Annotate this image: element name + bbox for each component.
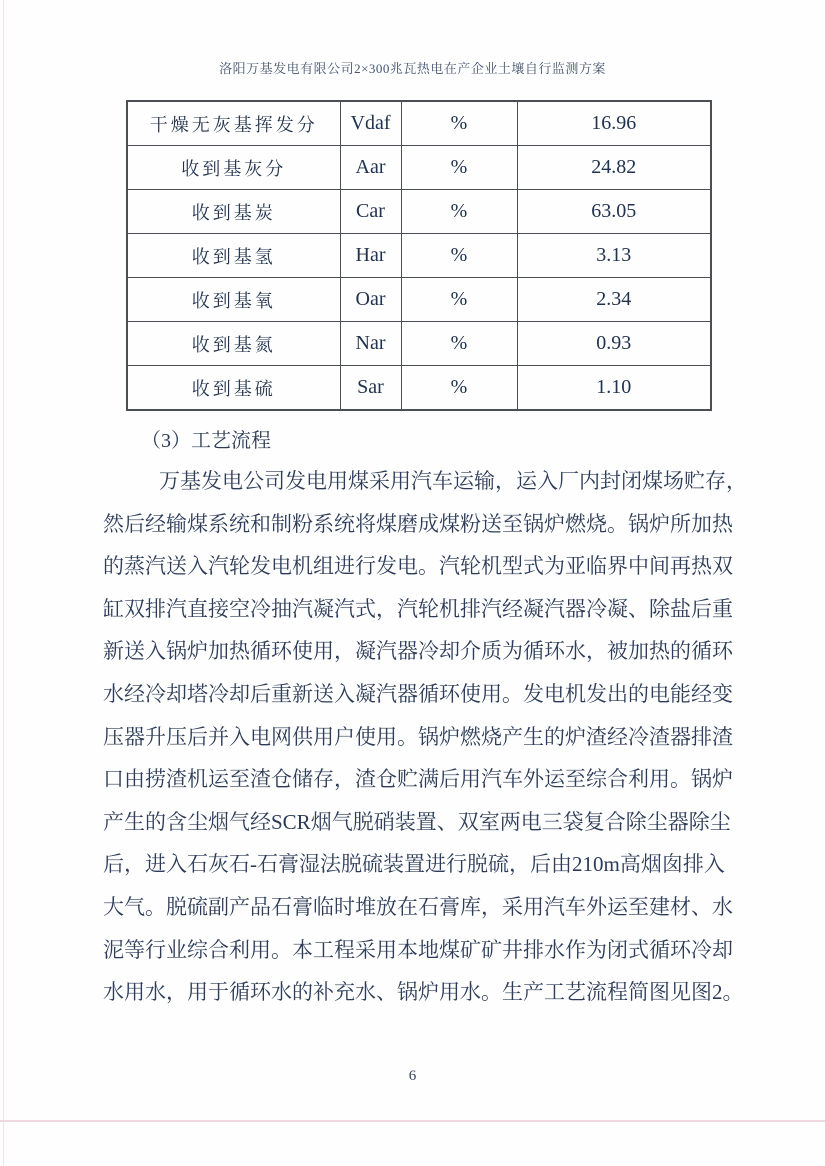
cell-value: 0.93 bbox=[517, 322, 711, 366]
cell-parameter-name: 收到基硫 bbox=[127, 366, 340, 411]
cell-parameter-name: 收到基氮 bbox=[127, 322, 340, 366]
cell-symbol: Oar bbox=[340, 278, 401, 322]
cell-parameter-name: 收到基炭 bbox=[127, 190, 340, 234]
cell-symbol: Har bbox=[340, 234, 401, 278]
cell-parameter-name: 收到基氧 bbox=[127, 278, 340, 322]
paragraph-line: 水经冷却塔冷却后重新送入凝汽器循环使用。发电机发出的电能经变 bbox=[103, 681, 733, 706]
section-heading bbox=[103, 424, 714, 453]
coal-quality-table bbox=[126, 100, 712, 411]
cell-symbol: Aar bbox=[340, 146, 401, 190]
cell-value: 24.82 bbox=[517, 146, 711, 190]
cell-value: 2.34 bbox=[517, 278, 711, 322]
paragraph-line: 大气。脱硫副产品石膏临时堆放在石膏库，采用汽车外运至建材、水 bbox=[103, 894, 733, 919]
cell-unit: % bbox=[401, 234, 517, 278]
table-row bbox=[127, 322, 711, 366]
table-row bbox=[127, 234, 711, 278]
cell-value: 3.13 bbox=[517, 234, 711, 278]
paragraph-line: 水用水，用于循环水的补充水、锅炉用水。生产工艺流程简图见图2。 bbox=[103, 980, 744, 1005]
process-flow-paragraph bbox=[103, 460, 747, 1014]
document-header-title: 洛阳万基发电有限公司2×300兆瓦热电在产企业土壤自行监测方案 bbox=[219, 61, 606, 76]
cell-unit: % bbox=[401, 278, 517, 322]
paragraph-line: 的蒸汽送入汽轮发电机组进行发电。汽轮机型式为亚临界中间再热双 bbox=[103, 554, 733, 579]
scan-edge-left-line bbox=[3, 0, 4, 1166]
table-row bbox=[127, 366, 711, 411]
cell-symbol: Sar bbox=[340, 366, 401, 411]
paragraph-line: 万基发电公司发电用煤采用汽车运输，运入厂内封闭煤场贮存， bbox=[159, 469, 747, 493]
cell-parameter-name: 收到基灰分 bbox=[127, 146, 340, 190]
paragraph-line: 新送入锅炉加热循环使用，凝汽器冷却介质为循环水，被加热的循环 bbox=[103, 639, 733, 664]
section-heading-text: （3）工艺流程 bbox=[141, 430, 271, 452]
cell-unit: % bbox=[401, 190, 517, 234]
table-row bbox=[127, 278, 711, 322]
cell-parameter-name: 干燥无灰基挥发分 bbox=[127, 101, 340, 146]
table-row bbox=[127, 101, 711, 146]
paragraph-line: 缸双排汽直接空冷抽汽凝汽式，汽轮机排汽经凝汽器冷凝、除盐后重 bbox=[103, 596, 733, 621]
paragraph-line: 后，进入石灰石-石膏湿法脱硫装置进行脱硫，后由210m高烟囱排入 bbox=[103, 852, 725, 877]
paragraph-line: 产生的含尘烟气经SCR烟气脱硝装置、双室两电三袋复合除尘器除尘 bbox=[103, 809, 731, 834]
page-number: 6 bbox=[408, 1068, 417, 1084]
scan-edge-bottom-line bbox=[0, 1120, 825, 1122]
table-row bbox=[127, 190, 711, 234]
paragraph-line: 泥等行业综合利用。本工程采用本地煤矿矿井排水作为闭式循环冷却 bbox=[103, 937, 733, 962]
paragraph-line: 然后经输煤系统和制粉系统将煤磨成煤粉送至锅炉燃烧。锅炉所加热 bbox=[103, 511, 733, 536]
cell-unit: % bbox=[401, 366, 517, 411]
cell-parameter-name: 收到基氢 bbox=[127, 234, 340, 278]
cell-symbol: Nar bbox=[340, 322, 401, 366]
cell-value: 1.10 bbox=[517, 366, 711, 411]
cell-symbol: Vdaf bbox=[340, 101, 401, 146]
cell-unit: % bbox=[401, 101, 517, 146]
table-row bbox=[127, 146, 711, 190]
cell-value: 63.05 bbox=[517, 190, 711, 234]
paragraph-line: 口由捞渣机运至渣仓储存，渣仓贮满后用汽车外运至综合利用。锅炉 bbox=[103, 767, 733, 792]
paragraph-line: 压器升压后并入电网供用户使用。锅炉燃烧产生的炉渣经冷渣器排渣 bbox=[103, 724, 733, 749]
cell-symbol: Car bbox=[340, 190, 401, 234]
cell-unit: % bbox=[401, 146, 517, 190]
cell-unit: % bbox=[401, 322, 517, 366]
cell-value: 16.96 bbox=[517, 101, 711, 146]
